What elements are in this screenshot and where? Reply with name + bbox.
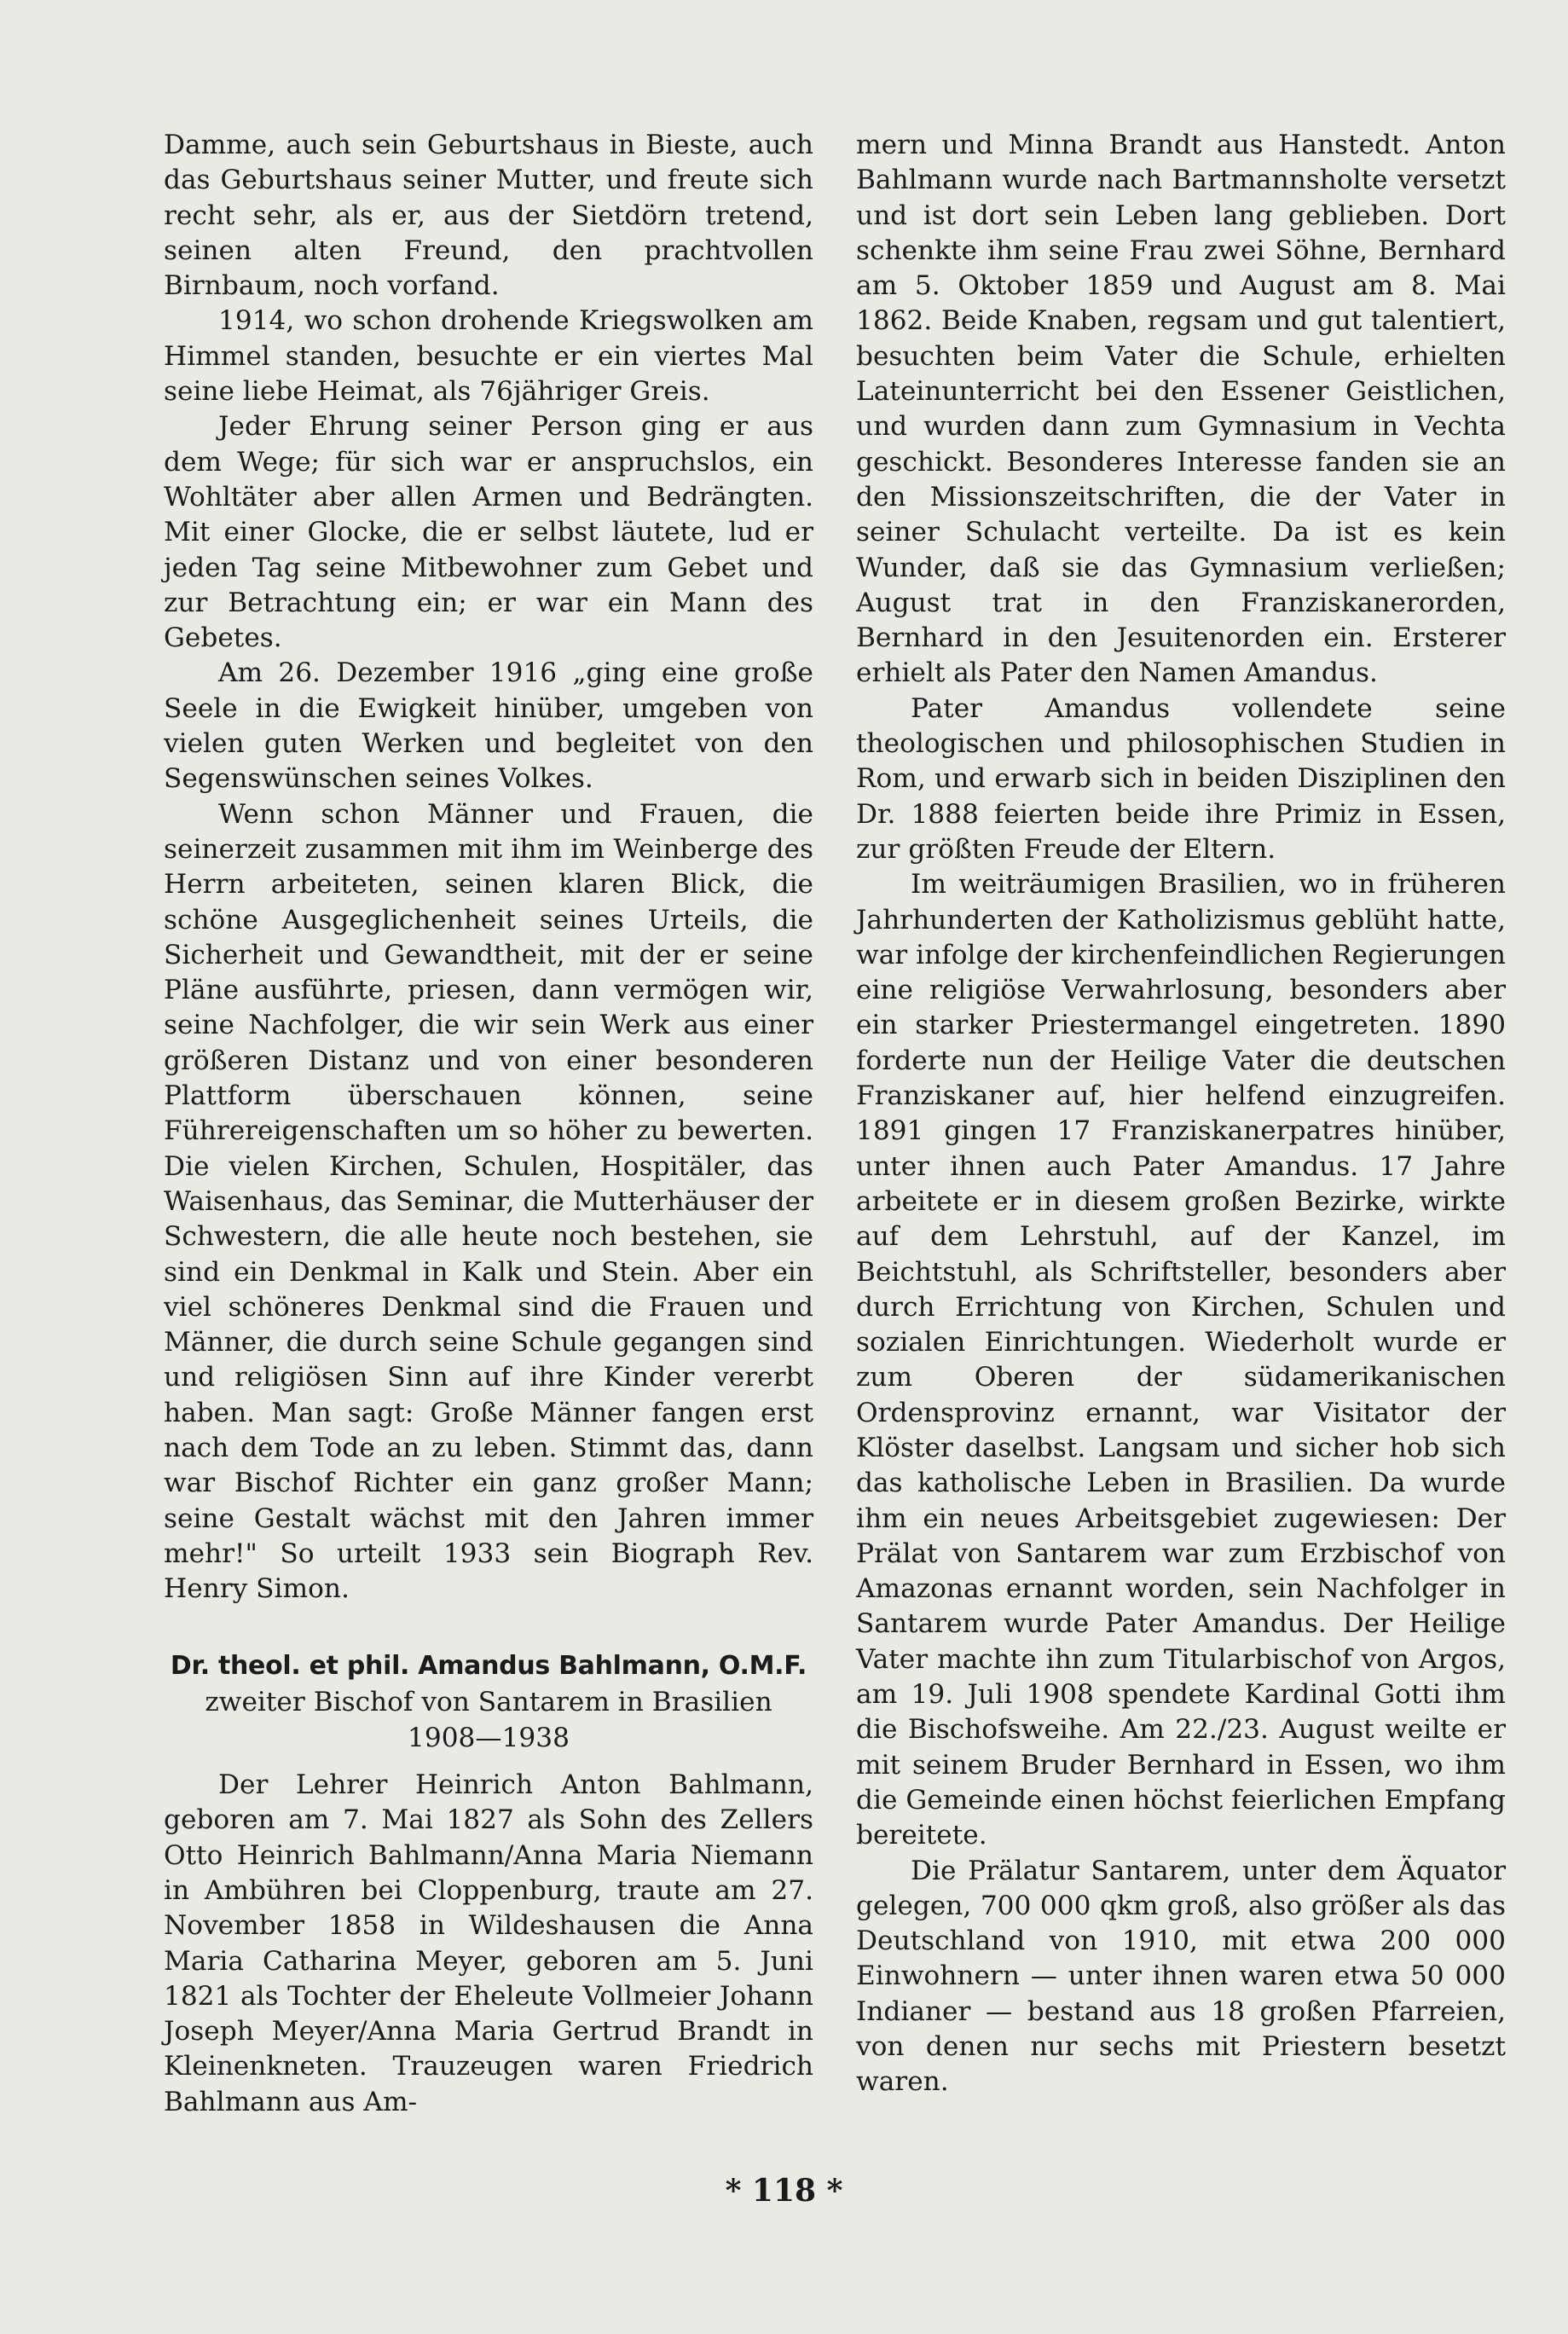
subheading-years: 1908—1938: [408, 1722, 570, 1753]
paragraph: Im weiträumigen Brasilien, wo in früheren Jahrhunderten der Katholizismus geblüht hatte, war infolge der kirchenfeindlichen Regierungen eine religiöse Verwahrlosung, besonders aber ein starker Priestermangel eingetreten. 1890 forderte nun der Heilige Vater die deutschen Franziskaner auf, hier helfend einzugreifen. 1891 gingen 17 Franziskanerpatres hinüber, unter ihnen auch Pater Amandus. 17 Jahre arbeitete er in diesem großen Bezirke, wirkte auf dem Lehrstuhl, auf der Kanzel, im Beichtstuhl, als Schriftsteller, besonders aber durch Errichtung von Kirchen, Schulen und sozialen Einrichtungen. Wiederholt wurde er zum Oberen der südamerikanischen Ordensprovinz ernannt, war Visitator der Klöster daselbst. Langsam und sicher hob sich das katholische Leben in Brasilien. Da wurde ihm ein neues Arbeitsgebiet zugewiesen: Der Prälat von Santarem war zum Erzbischof von Amazonas ernannt worden, sein Nachfolger in Santarem wurde Pater Amandus. Der Heilige Vater machte ihn zum Titularbischof von Argos, am 19. Juli 1908 spendete Kardinal Gotti ihm die Bischofsweihe. Am 22./23. August weilte er mit seinem Bruder Bernhard in Essen, wo ihm die Gemeinde einen höchst feierlichen Empfang bereitete.: [856, 869, 1506, 1851]
page-number: * 118 *: [725, 2173, 843, 2209]
paragraph: mern und Minna Brandt aus Hanstedt. Anton Bahlmann wurde nach Bartmannsholte versetzt und ist dort sein Leben lang geblieben. Dort schenkte ihm seine Frau zwei Söhne, Bernhard am 5. Oktober 1859 und August am 8. Mai 1862. Beide Knaben, regsam und gut talentiert, besuchten beim Vater die Schule, erhielten Lateinunterricht bei den Essener Geistlichen, und wurden dann zum Gymnasium in Vechta geschickt. Besonderes Interesse fanden sie an den Missionszeitschriften, die der Vater in seiner Schulacht verteilte. Da ist es kein Wunder, daß sie das Gymnasium verließen; August trat in den Franziskanerorden, Bernhard in den Jesuitenorden ein. Ersterer erhielt als Pater den Namen Amandus.: [856, 130, 1506, 689]
subheading-title: zweiter Bischof von Santarem in Brasilien: [205, 1687, 772, 1718]
right-column: [856, 128, 1506, 2100]
paragraph: Am 26. Dezember 1916 „ging eine große Seele in die Ewigkeit hinüber, umgeben von vielen guten Werken und begleitet von den Segenswünschen seines Volkes.: [164, 657, 813, 795]
paragraph: Damme, auch sein Geburtshaus in Bieste, auch das Geburtshaus seiner Mutter, und freute sich recht sehr, als er, aus der Sietdörn tretend, seinen alten Freund, den prachtvollen Birnbaum, noch vorfand.: [164, 130, 813, 302]
left-column: [164, 128, 813, 2120]
paragraph: Jeder Ehrung seiner Person ging er aus dem Wege; für sich war er anspruchslos, ein Wohltäter aber allen Armen und Bedrängten. Mit einer Glocke, die er selbst läutete, lud er jeden Tag seine Mitbewohner zum Gebet und zur Betrachtung ein; er war ein Mann des Gebetes.: [164, 411, 813, 654]
paragraph: Wenn schon Männer und Frauen, die seinerzeit zusammen mit ihm im Weinberge des Herrn arbeiteten, seinen klaren Blick, die schöne Ausgeglichenheit seines Urteils, die Sicherheit und Gewandtheit, mit der er seine Pläne ausführte, priesen, dann vermögen wir, seine Nachfolger, die wir sein Werk aus einer größeren Distanz und von einer besonderen Plattform überschauen können, seine Führereigenschaften um so höher zu bewerten. Die vielen Kirchen, Schulen, Hospitäler, das Waisenhaus, das Seminar, die Mutterhäuser der Schwestern, die alle heute noch bestehen, sie sind ein Denkmal in Kalk und Stein. Aber ein viel schöneres Denkmal sind die Frauen und Männer, die durch seine Schule gegangen sind und religiösen Sinn auf ihre Kinder vererbt haben. Man sagt: Große Männer fangen erst nach dem Tode an zu leben. Stimmt das, dann war Bischof Richter ein ganz großer Mann; seine Gestalt wächst mit den Jahren immer mehr!" So urteilt 1933 sein Biograph Rev. Henry Simon.: [164, 798, 813, 1605]
article-subheading: [164, 1685, 813, 1756]
article-heading: Dr. theol. et phil. Amandus Bahlmann, O.M.F.: [170, 1651, 807, 1682]
paragraph: 1914, wo schon drohende Kriegswolken am Himmel standen, besuchte er ein viertes Mal seine liebe Heimat, als 76jähriger Greis.: [164, 305, 813, 408]
paragraph: Die Prälatur Santarem, unter dem Äquator gelegen, 700 000 qkm groß, also größer als das Deutschland von 1910, mit etwa 200 000 Einwohnern — unter ihnen waren etwa 50 000 Indianer — bestand aus 18 großen Pfarreien, von denen nur sechs mit Priestern besetzt waren.: [856, 1855, 1506, 2098]
paragraph: Pater Amandus vollendete seine theologischen und philosophischen Studien in Rom, und erwarb sich in beiden Disziplinen den Dr. 1888 feierten beide ihre Primiz in Essen, zur größten Freude der Eltern.: [856, 692, 1506, 865]
paragraph: Der Lehrer Heinrich Anton Bahlmann, geboren am 7. Mai 1827 als Sohn des Zellers Otto Heinrich Bahlmann/Anna Maria Niemann in Ambühren bei Cloppenburg, traute am 27. November 1858 in Wildeshausen die Anna Maria Catharina Meyer, geboren am 5. Juni 1821 als Tochter der Eheleute Vollmeier Johann Joseph Meyer/Anna Maria Gertrud Brandt in Kleinenkneten. Trauzeugen waren Friedrich Bahlmann aus Am-: [164, 1769, 813, 2117]
